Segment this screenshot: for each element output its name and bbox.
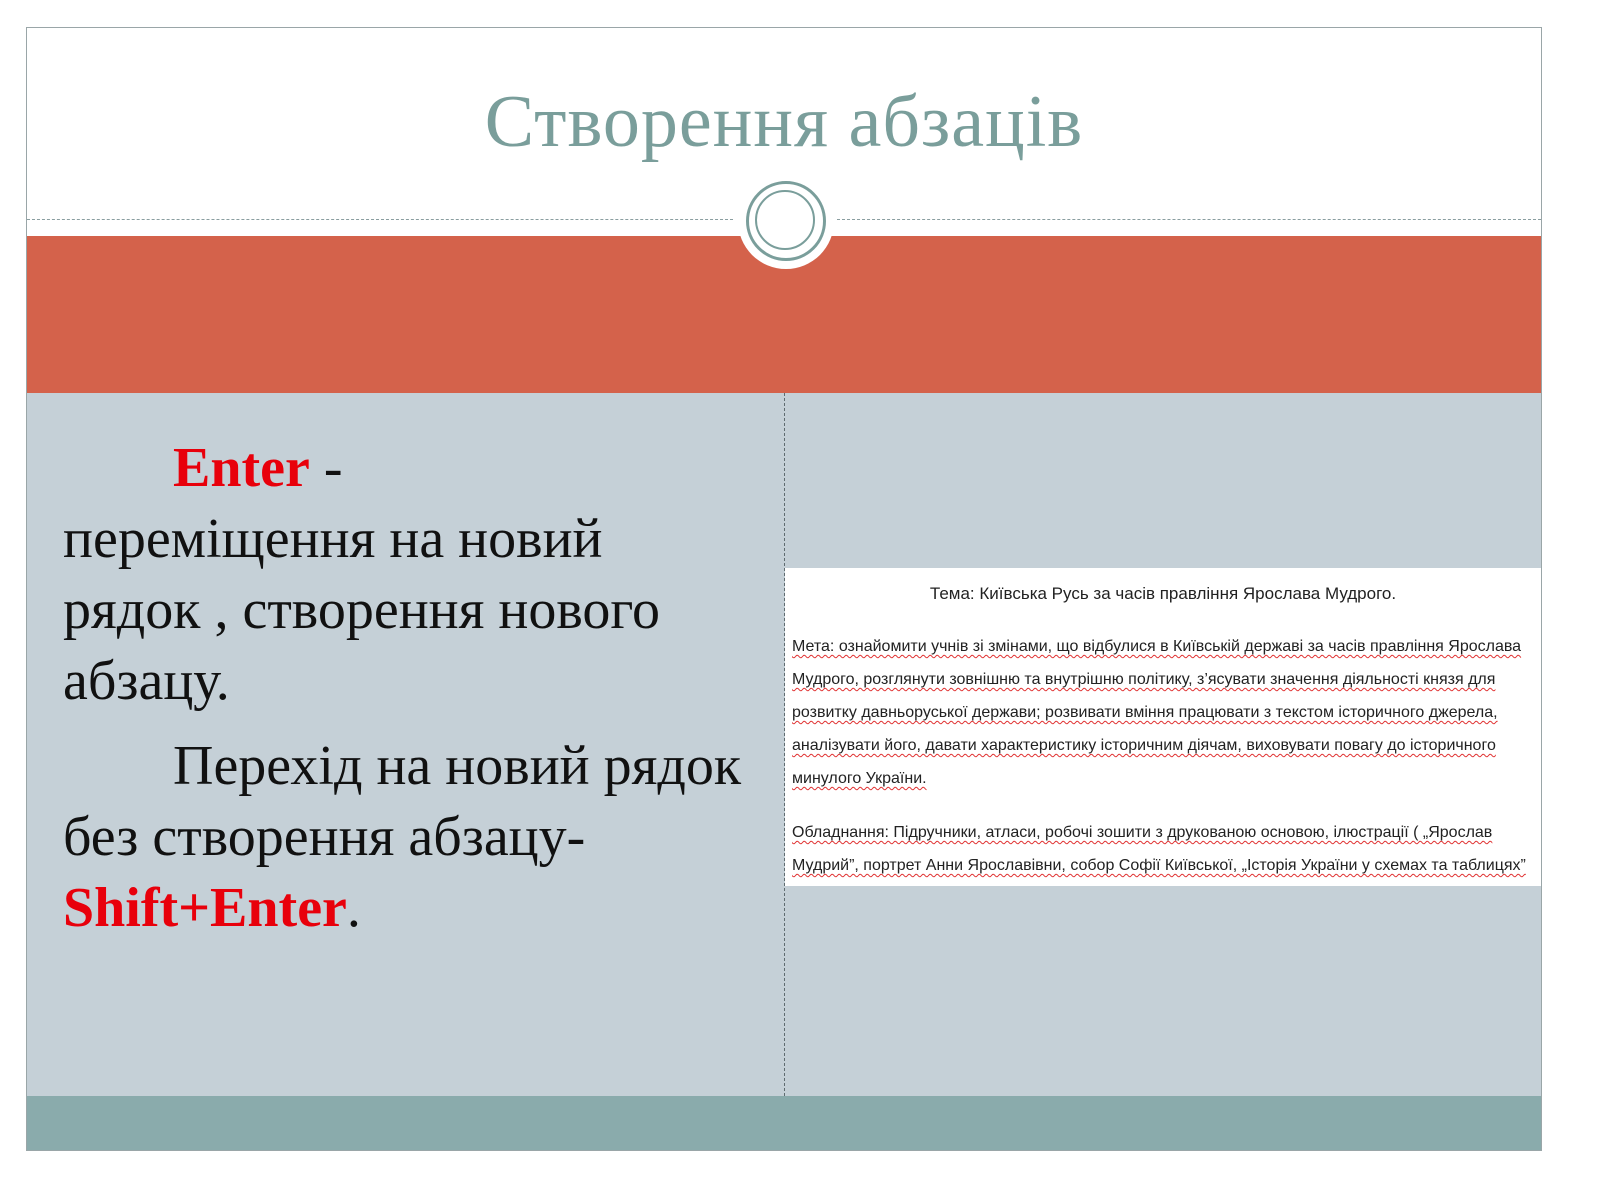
shift-enter-period: . — [346, 877, 361, 939]
document-goal: Мета: ознайомити учнів зі змінами, що відбулися в Київській державі за часів правління Ярослава Мудрого, розглянути зовнішню та внутрішню політику, з’ясувати значення діяльності князя для розвитку давньоруської держави; розвивати вміння працювати з текстом історичного джерела, аналізувати його, давати характеристику історичним діячам, виховувати повагу до історичного минулого України. — [792, 638, 1522, 787]
paragraph-shift-enter — [63, 731, 753, 944]
shift-enter-description: Перехід на новий рядок без створення абзацу- — [63, 735, 742, 868]
shift-enter-key-label: Shift+Enter — [63, 877, 347, 939]
document-equipment: Обладнання: Підручники, атласи, робочі зошити з друкованою основою, ілюстрації ( „Ярослав Мудрий”, портрет Анни Ярославівни, собор Софії Київської, „Історія України у схемах та таблицях” — [792, 824, 1526, 874]
document-screenshot — [785, 568, 1541, 886]
enter-key-label: Enter — [173, 437, 310, 499]
content-area — [27, 393, 1541, 1096]
slide-title: Створення абзаців — [484, 81, 1084, 163]
left-text-block — [63, 433, 753, 944]
enter-description: переміщення на новий рядок , створення нового абзацу. — [63, 508, 660, 712]
title-divider-right — [837, 219, 1541, 220]
enter-dash: - — [309, 437, 343, 499]
document-topic: Тема: Київська Русь за часів правління Ярослава Мудрого. — [929, 584, 1397, 603]
title-divider-left — [27, 219, 733, 220]
slide — [26, 27, 1542, 1151]
paragraph-enter — [63, 433, 753, 717]
footer-band — [27, 1096, 1541, 1150]
circle-ornament-icon — [738, 173, 834, 269]
